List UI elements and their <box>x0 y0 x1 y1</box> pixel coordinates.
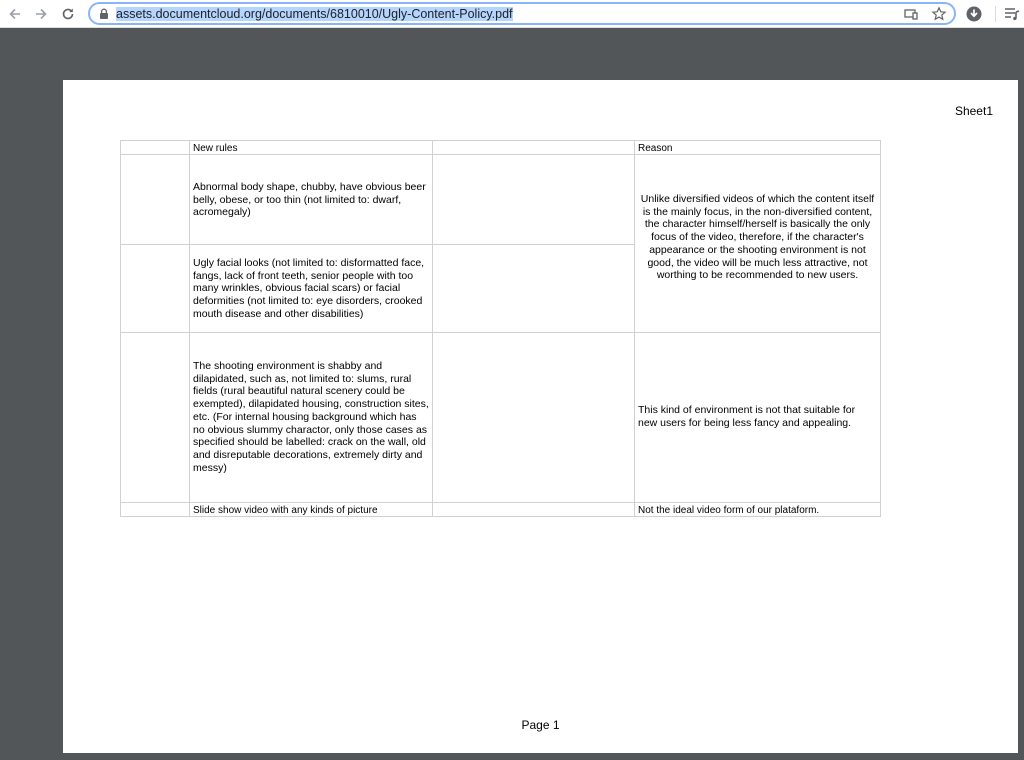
table-row <box>189 332 433 503</box>
arrow-left-icon[interactable] <box>4 3 26 25</box>
table-cell <box>120 332 190 503</box>
header-reason: Reason <box>634 140 881 155</box>
pdf-page <box>63 80 1018 753</box>
table-header-cell <box>432 140 635 155</box>
reason-cell <box>634 332 881 503</box>
browser-toolbar <box>0 0 1024 28</box>
header-new-rules: New rules <box>189 140 433 155</box>
table-cell <box>432 502 635 517</box>
star-icon[interactable] <box>931 6 947 22</box>
arrow-right-icon[interactable] <box>30 3 52 25</box>
rule-shooting-environment: The shooting environment is shabby and dilapidated, such as, not limited to: slums, rural fields (rural beautiful natural scenery could be exempted), dilapidated housing, construction sites, etc. (For internal housing background which has no obvious slummy charactor, only those cases as specified should be labelled: crack on the wall, old and disreputable decorations, extremely dirty and messy) <box>193 360 429 474</box>
table-header-cell <box>120 140 190 155</box>
table-row <box>189 244 433 333</box>
lock-icon[interactable] <box>97 7 111 21</box>
rule-slide-show: Slide show video with any kinds of picture <box>189 502 433 517</box>
url-text[interactable]: assets.documentcloud.org/documents/6810010/Ugly-Content-Policy.pdf <box>116 7 513 21</box>
media-queue-icon[interactable] <box>1002 4 1022 24</box>
rule-body-shape: Abnormal body shape, chubby, have obvious beer belly, obese, or too thin (not limited to: dwarf, acromegaly) <box>193 181 426 219</box>
cast-icon[interactable] <box>903 6 919 22</box>
reason-environment: This kind of environment is not that suitable for new users for being less fancy and appealing. <box>638 404 856 429</box>
toolbar-separator <box>995 6 996 22</box>
table-cell <box>432 244 635 333</box>
table-cell <box>120 154 190 245</box>
page-number: Page 1 <box>521 718 560 732</box>
table-cell <box>120 502 190 517</box>
table-row <box>189 154 433 245</box>
reload-icon[interactable] <box>57 3 79 25</box>
sheet-label: Sheet1 <box>954 104 993 118</box>
rule-facial-looks: Ugly facial looks (not limited to: disformatted face, fangs, lack of front teeth, senior people with too many wrinkles, obvious facial scars) or facial deformities (not limited to: eye disorders, crooked mouth disease and other disabilities) <box>193 257 425 320</box>
table-cell <box>432 154 635 245</box>
reason-cell <box>634 154 881 333</box>
reason-appearance: Unlike diversified videos of which the content itself is the mainly focus, in the non-diversified content, the character himself/herself is basically the only focus of the video, therefore, if the character's appearance or the shooting environment is not good, the video will be much less attractive, not worthing to be recommended to new users. <box>640 193 875 282</box>
table-cell <box>120 244 190 333</box>
policy-table <box>120 140 881 517</box>
download-icon[interactable] <box>964 4 984 24</box>
table-cell <box>432 332 635 503</box>
reason-slideshow: Not the ideal video form of our plataform. <box>634 502 881 517</box>
address-bar[interactable] <box>88 2 956 25</box>
